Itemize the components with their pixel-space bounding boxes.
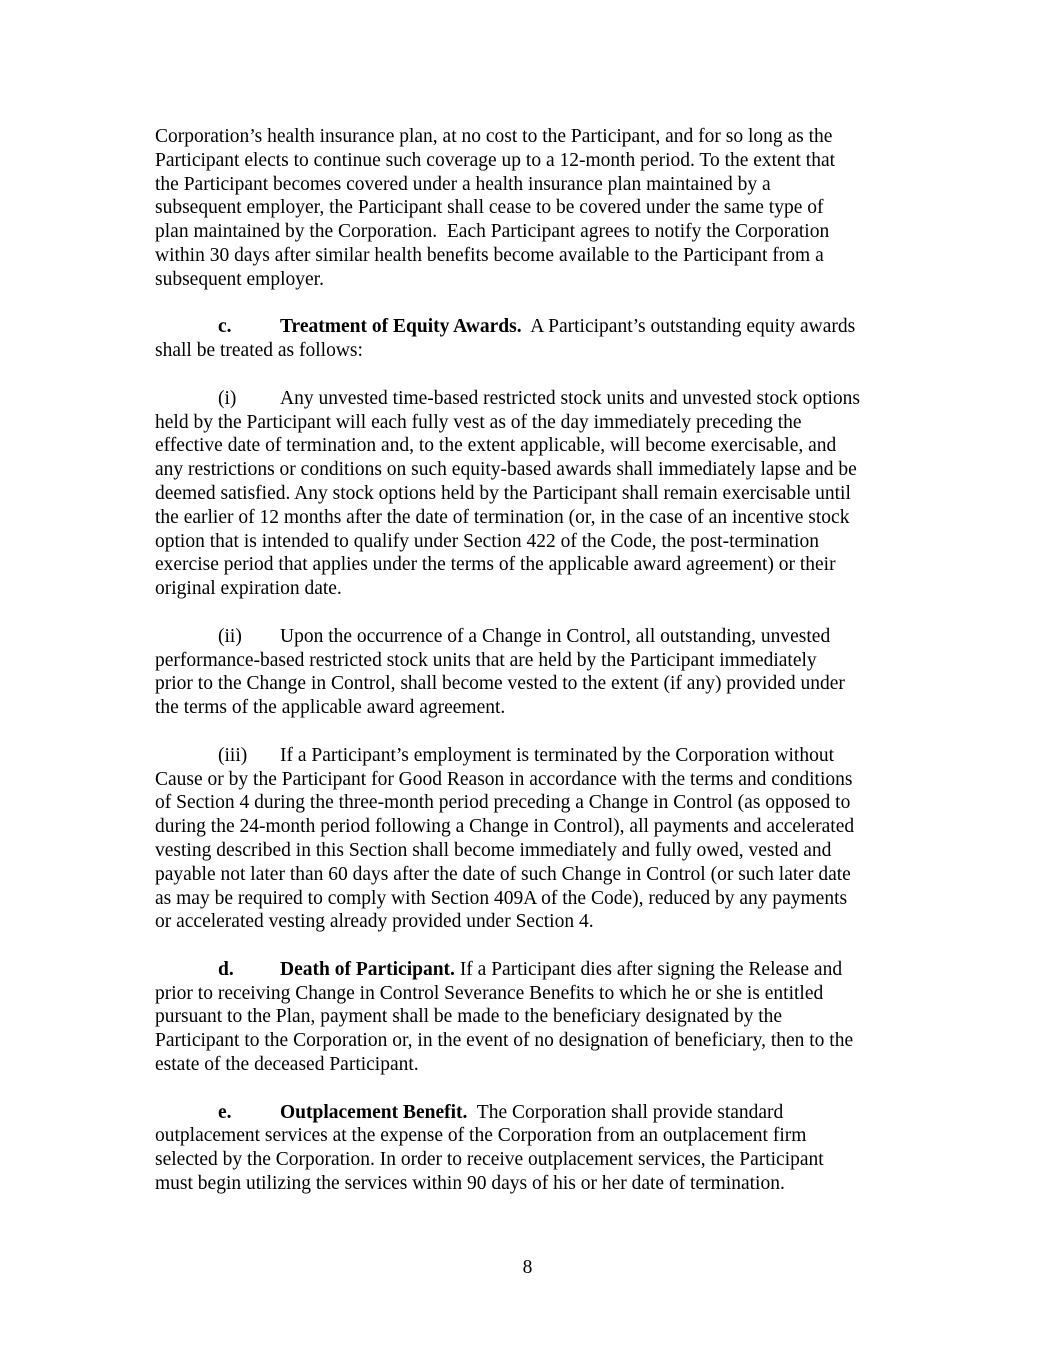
paragraph — [155, 315, 915, 363]
line-text: during the 24-month period following a Change in Control), all payments and accelerated — [155, 816, 855, 838]
text-line — [155, 315, 915, 339]
text-line — [155, 220, 915, 244]
line-text: any restrictions or conditions on such equity-based awards shall immediately lapse and be — [155, 459, 857, 481]
line-text: performance-based restricted stock units that are held by the Participant immediately — [155, 649, 817, 671]
text-line — [155, 958, 915, 982]
text-line — [155, 1005, 915, 1029]
text-line — [155, 1053, 915, 1077]
page-number: 8 — [522, 1257, 533, 1278]
text-line — [155, 173, 915, 197]
line-text: exercise period that applies under the terms of the applicable award agreement) or their — [155, 554, 836, 576]
text-line — [155, 863, 915, 887]
text-line — [155, 1148, 915, 1172]
section-label: e. — [218, 1101, 232, 1123]
line-text: the terms of the applicable award agreement. — [155, 697, 506, 719]
text-line — [155, 1124, 915, 1148]
text-line — [155, 791, 915, 815]
section-label: d. — [218, 958, 234, 980]
line-text: outplacement services at the expense of the Corporation from an outplacement firm — [155, 1125, 807, 1147]
line-text: within 30 days after similar health benefits become available to the Participant from a — [155, 244, 824, 266]
text-line — [155, 649, 915, 673]
line-text: If a Participant dies after signing the Release and — [454, 958, 843, 980]
section-label: c. — [218, 316, 232, 338]
text-line — [155, 672, 915, 696]
line-text: Participant to the Corporation or, in the event of no designation of beneficiary, then to the — [155, 1030, 854, 1052]
section-label: (i) — [218, 387, 237, 409]
line-text: held by the Participant will each fully vest as of the day immediately preceding the — [155, 411, 802, 433]
text-line — [155, 411, 915, 435]
paragraph — [155, 625, 915, 720]
paragraph — [155, 125, 915, 292]
line-text: the earlier of 12 months after the date of termination (or, in the case of an incentive stock — [155, 506, 850, 528]
paragraph — [155, 744, 915, 934]
line-text: Upon the occurrence of a Change in Control, all outstanding, unvested — [280, 625, 831, 647]
text-line — [155, 530, 915, 554]
line-text: A Participant’s outstanding equity awards — [521, 316, 856, 338]
text-line — [155, 625, 915, 649]
section-heading: Treatment of Equity Awards. — [280, 316, 522, 338]
text-line — [155, 768, 915, 792]
text-line — [155, 815, 915, 839]
line-text: as may be required to comply with Section 409A of the Code), reduced by any payments — [155, 887, 848, 909]
text-line — [155, 434, 915, 458]
text-line — [155, 482, 915, 506]
line-text: prior to receiving Change in Control Severance Benefits to which he or she is entitled — [155, 982, 824, 1004]
line-text: If a Participant’s employment is terminated by the Corporation without — [280, 744, 835, 766]
text-line — [155, 887, 915, 911]
text-line — [155, 387, 915, 411]
line-text: the Participant becomes covered under a health insurance plan maintained by a — [155, 173, 771, 195]
text-line — [155, 125, 915, 149]
line-text: payable not later than 60 days after the date of such Change in Control (or such later date — [155, 863, 851, 885]
line-text: Any unvested time-based restricted stock units and unvested stock options — [280, 387, 861, 409]
section-heading: Death of Participant. — [280, 958, 455, 980]
text-line — [155, 577, 915, 601]
section-label: (iii) — [218, 744, 248, 766]
paragraph — [155, 387, 915, 601]
section-heading: Outplacement Benefit. — [280, 1101, 468, 1123]
line-text: option that is intended to qualify under Section 422 of the Code, the post-termination — [155, 530, 819, 552]
line-text: prior to the Change in Control, shall become vested to the extent (if any) provided under — [155, 673, 845, 695]
text-line — [155, 458, 915, 482]
line-text: plan maintained by the Corporation. Each Participant agrees to notify the Corporation — [155, 221, 830, 243]
text-line — [155, 744, 915, 768]
text-line — [155, 339, 915, 363]
text-line — [155, 506, 915, 530]
line-text: deemed satisfied. Any stock options held by the Participant shall remain exercisable until — [155, 482, 851, 504]
text-line — [155, 1101, 915, 1125]
line-text: subsequent employer, the Participant shall cease to be covered under the same type of — [155, 197, 824, 219]
line-text: selected by the Corporation. In order to receive outplacement services, the Participant — [155, 1149, 824, 1171]
paragraph — [155, 958, 915, 1077]
line-text: or accelerated vesting already provided under Section 4. — [155, 911, 594, 933]
line-text: The Corporation shall provide standard — [467, 1101, 784, 1123]
text-line — [155, 982, 915, 1006]
text-line — [155, 910, 915, 934]
line-text: estate of the deceased Participant. — [155, 1054, 419, 1076]
paragraph — [155, 1101, 915, 1196]
line-text: Participant elects to continue such coverage up to a 12-month period. To the extent that — [155, 149, 836, 171]
line-text: pursuant to the Plan, payment shall be made to the beneficiary designated by the — [155, 1006, 783, 1028]
text-line — [155, 1172, 915, 1196]
text-line — [155, 553, 915, 577]
text-line — [155, 1029, 915, 1053]
text-line — [155, 149, 915, 173]
text-line — [155, 244, 915, 268]
line-text: shall be treated as follows: — [155, 340, 363, 362]
section-label: (ii) — [218, 625, 242, 647]
text-line — [155, 268, 915, 292]
line-text: of Section 4 during the three-month period preceding a Change in Control (as opposed to — [155, 792, 851, 814]
line-text: effective date of termination and, to the extent applicable, will become exercisable, and — [155, 435, 837, 457]
line-text: subsequent employer. — [155, 268, 324, 290]
text-line — [155, 696, 915, 720]
document-body — [155, 125, 915, 1220]
line-text: Corporation’s health insurance plan, at no cost to the Participant, and for so long as the — [155, 126, 833, 147]
text-line — [155, 839, 915, 863]
text-line — [155, 196, 915, 220]
line-text: vesting described in this Section shall become immediately and fully owed, vested and — [155, 839, 832, 861]
line-text: original expiration date. — [155, 578, 342, 600]
line-text: must begin utilizing the services within 90 days of his or her date of termination. — [155, 1173, 785, 1195]
line-text: Cause or by the Participant for Good Reason in accordance with the terms and conditions — [155, 768, 853, 790]
